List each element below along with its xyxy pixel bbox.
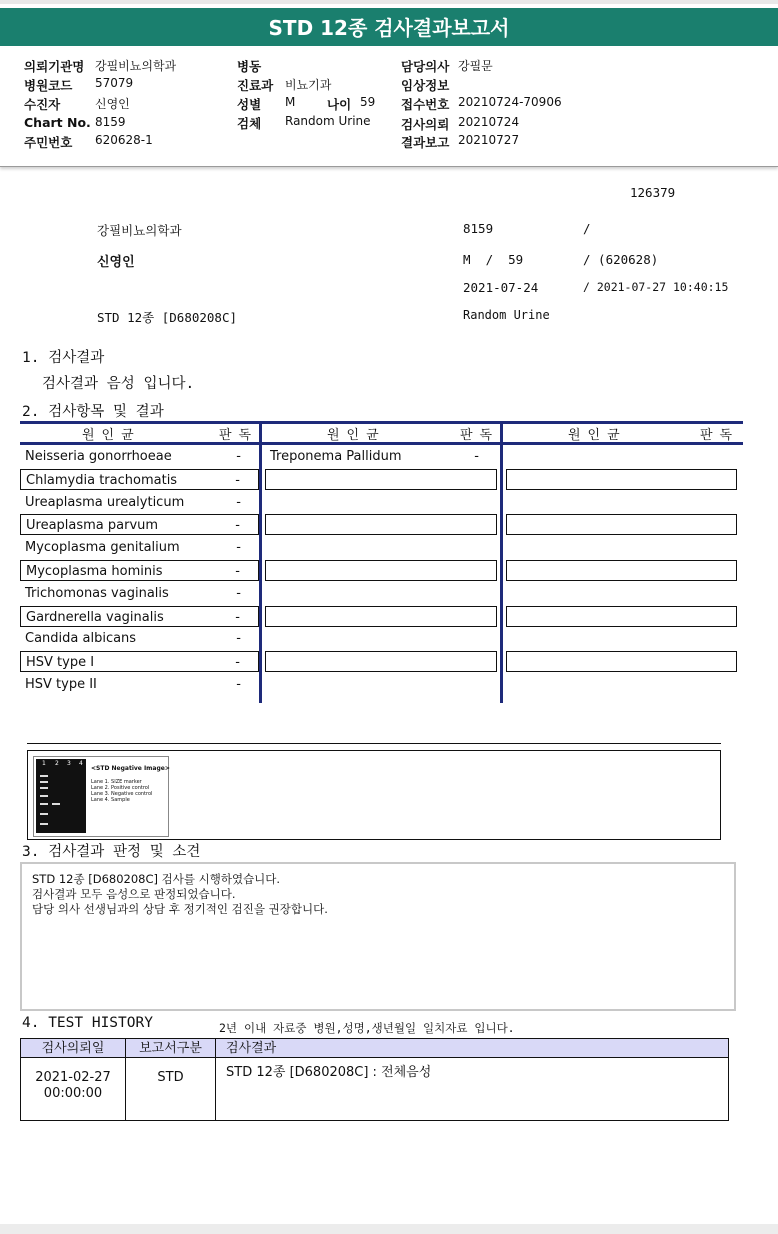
age-value: 59 [360, 95, 376, 109]
department-value: 비뇨기과 [285, 78, 332, 92]
pathogen-name: Treponema Pallidum [270, 449, 402, 464]
request-date-value: 20210724 [458, 115, 520, 129]
result-cell [265, 560, 497, 581]
result-cell [265, 606, 497, 627]
test-results-table [20, 421, 743, 703]
history-col-result: 검사결과 [215, 1038, 729, 1058]
result-cell [265, 583, 497, 604]
history-date: 2021-02-27 [35, 1070, 111, 1085]
image-top-rule [27, 743, 721, 744]
col-header-pathogen-1: 원인균 [82, 428, 141, 443]
gel-band [40, 775, 48, 777]
pathogen-name: HSV type II [25, 677, 97, 692]
summary-test-name: STD 12종 [D680208C] [97, 310, 238, 325]
result-cell [506, 651, 737, 672]
pathogen-name: Gardnerella vaginalis [26, 609, 164, 625]
bottom-strip [0, 1224, 778, 1234]
opinion-line-3: 담당 의사 선생님과의 상담 후 정기적인 검진을 권장합니다. [32, 902, 328, 916]
result-cell [265, 492, 497, 513]
top-strip [0, 0, 778, 4]
report-header [0, 48, 778, 167]
gel-band [40, 813, 48, 815]
examinee-value: 신영인 [95, 97, 130, 111]
examinee-label: 수진자 [24, 97, 61, 112]
table-divider-2 [500, 421, 503, 703]
summary-report-datetime: / 2021-07-27 10:40:15 [583, 280, 729, 294]
chart-no-label: Chart No. [24, 115, 91, 130]
col-header-result-3: 판독 [700, 428, 740, 443]
report-id: 126379 [630, 185, 676, 200]
pathogen-name: HSV type I [26, 655, 95, 671]
opinion-line-2: 검사결과 모두 음성으로 판정되었습니다. [32, 887, 236, 901]
sex-value: M [285, 95, 296, 109]
pathogen-result: - [474, 449, 479, 464]
gel-band [40, 803, 48, 805]
result-cell [506, 469, 737, 490]
pathogen-name: Mycoplasma genitalium [25, 540, 180, 556]
gel-band [40, 781, 48, 783]
pathogen-name: Candida albicans [25, 631, 137, 647]
summary-specimen: Random Urine [463, 308, 550, 322]
result-cell [506, 674, 737, 695]
result-cell [20, 628, 259, 649]
institution-label: 의뢰기관명 [24, 59, 85, 74]
result-cell [20, 583, 259, 604]
pathogen-name: Ureaplasma urealyticum [25, 494, 185, 510]
hospital-code-label: 병원코드 [24, 78, 73, 93]
chart-no-value: 8159 [95, 115, 126, 129]
gel-band [52, 803, 60, 805]
result-cell [265, 514, 497, 535]
reception-no-value: 20210724-70906 [458, 95, 562, 109]
pathogen-name: Mycoplasma hominis [26, 564, 163, 579]
gel-legend-1: Lane 1. SIZE marker [91, 779, 142, 785]
report-title: STD 12종 검사결과보고서 [0, 8, 778, 46]
hospital-code-value: 57079 [95, 76, 134, 90]
clinical-info-label: 임상정보 [401, 78, 450, 93]
result-cell [20, 469, 259, 490]
pathogen-result: - [235, 655, 240, 671]
result-cell [265, 469, 497, 490]
test-history-table [20, 1038, 729, 1121]
resident-no-label: 주민번호 [24, 135, 73, 150]
history-cell-type [125, 1058, 216, 1120]
result-cell [506, 492, 737, 513]
reception-no-label: 접수번호 [401, 97, 450, 112]
pathogen-name: Chlamydia trachomatis [26, 472, 178, 488]
report-date-value: 20210727 [458, 133, 520, 147]
col-header-result-2: 판독 [460, 428, 500, 443]
gel-title: <STD Negative Image> [91, 765, 170, 772]
history-col-type: 보고서구분 [125, 1038, 216, 1058]
result-cell [506, 514, 737, 535]
result-cell [20, 651, 259, 672]
opinion-box [20, 862, 736, 1011]
result-cell [265, 651, 497, 672]
specimen-value: Random Urine [285, 114, 371, 128]
gel-band [40, 795, 48, 797]
result-cell [265, 674, 497, 695]
lane-number: 2 [55, 760, 59, 767]
pathogen-result: - [236, 494, 241, 510]
summary-separator: / [583, 221, 591, 236]
ward-label: 병동 [237, 59, 262, 74]
doctor-label: 담당의사 [401, 59, 450, 74]
result-cell [20, 492, 259, 513]
history-note: 2년 이내 자료중 병원,성명,생년월일 일치자료 입니다. [219, 1021, 515, 1035]
result-cell [506, 560, 737, 581]
request-label: 검사의뢰 [401, 117, 450, 132]
gel-legend-4: Lane 4. Sample [91, 797, 130, 803]
summary-request-date: 2021-07-24 [463, 280, 539, 295]
result-cell [20, 674, 259, 695]
institution-value: 강필비뇨의학과 [95, 59, 177, 73]
result-cell [506, 606, 737, 627]
history-result: STD 12종 [D680208C] : 전체음성 [226, 1065, 432, 1080]
table-divider-1 [259, 421, 262, 703]
history-cell-result [215, 1058, 729, 1120]
result-cell [20, 537, 259, 558]
lane-number: 3 [67, 760, 71, 767]
section3-heading: 3. 검사결과 판정 및 소견 [22, 844, 201, 860]
pathogen-result: - [236, 677, 241, 692]
pathogen-result: - [235, 472, 240, 488]
col-header-pathogen-3: 원인균 [568, 428, 627, 443]
opinion-line-1: STD 12종 [D680208C] 검사를 시행하였습니다. [32, 872, 281, 886]
pathogen-name: Neisseria gonorrhoeae [25, 449, 172, 464]
gel-image [33, 756, 169, 837]
specimen-label: 검체 [237, 116, 262, 131]
gel-legend-2: Lane 2. Positive control [91, 785, 150, 791]
resident-no-value: 620628-1 [95, 133, 153, 147]
pathogen-result: - [235, 564, 240, 579]
section4-heading: 4. TEST HISTORY [22, 1015, 153, 1031]
department-label: 진료과 [237, 78, 274, 93]
section2-heading: 2. 검사항목 및 결과 [22, 404, 164, 420]
pathogen-name: Trichomonas vaginalis [25, 585, 169, 601]
report-label: 결과보고 [401, 135, 450, 150]
result-cell [506, 583, 737, 604]
pathogen-result: - [235, 518, 240, 534]
history-type: STD [157, 1070, 184, 1085]
gel-band [40, 823, 48, 825]
summary-clinic: 강필비뇨의학과 [97, 223, 182, 238]
gel-image-box [27, 750, 721, 840]
pathogen-result: - [235, 609, 240, 625]
doctor-value: 강필문 [458, 59, 493, 73]
gel-legend-3: Lane 3. Negative control [91, 791, 153, 797]
result-cell [20, 514, 259, 535]
result-cell [265, 446, 497, 467]
lane-number: 4 [79, 760, 83, 767]
history-cell-date [20, 1058, 126, 1120]
age-label: 나이 [327, 97, 352, 112]
history-time: 00:00:00 [43, 1086, 103, 1101]
col-header-result-1: 판독 [219, 428, 259, 443]
result-cell [506, 446, 737, 467]
pathogen-result: - [236, 449, 241, 464]
lane-number: 1 [42, 760, 46, 767]
pathogen-result: - [236, 585, 241, 601]
summary-birth: / (620628) [583, 252, 659, 267]
gel-band [40, 787, 48, 789]
history-col-date: 검사의뢰일 [20, 1038, 126, 1058]
result-cell [506, 628, 737, 649]
pathogen-name: Ureaplasma parvum [26, 518, 159, 534]
result-cell [20, 606, 259, 627]
result-cell [506, 537, 737, 558]
sex-label: 성별 [237, 97, 262, 112]
result-cell [20, 560, 259, 581]
result-cell [265, 628, 497, 649]
col-header-pathogen-2: 원인균 [327, 428, 386, 443]
summary-sex-age: M / 59 [463, 252, 524, 267]
section1-text: 검사결과 음성 입니다. [42, 376, 195, 392]
summary-patient: 신영인 [97, 255, 135, 270]
section1-heading: 1. 검사결과 [22, 350, 105, 366]
result-cell [20, 446, 259, 467]
result-cell [265, 537, 497, 558]
pathogen-result: - [236, 540, 241, 556]
summary-chart: 8159 [463, 221, 494, 236]
pathogen-result: - [236, 631, 241, 647]
gel-photo [36, 759, 86, 833]
